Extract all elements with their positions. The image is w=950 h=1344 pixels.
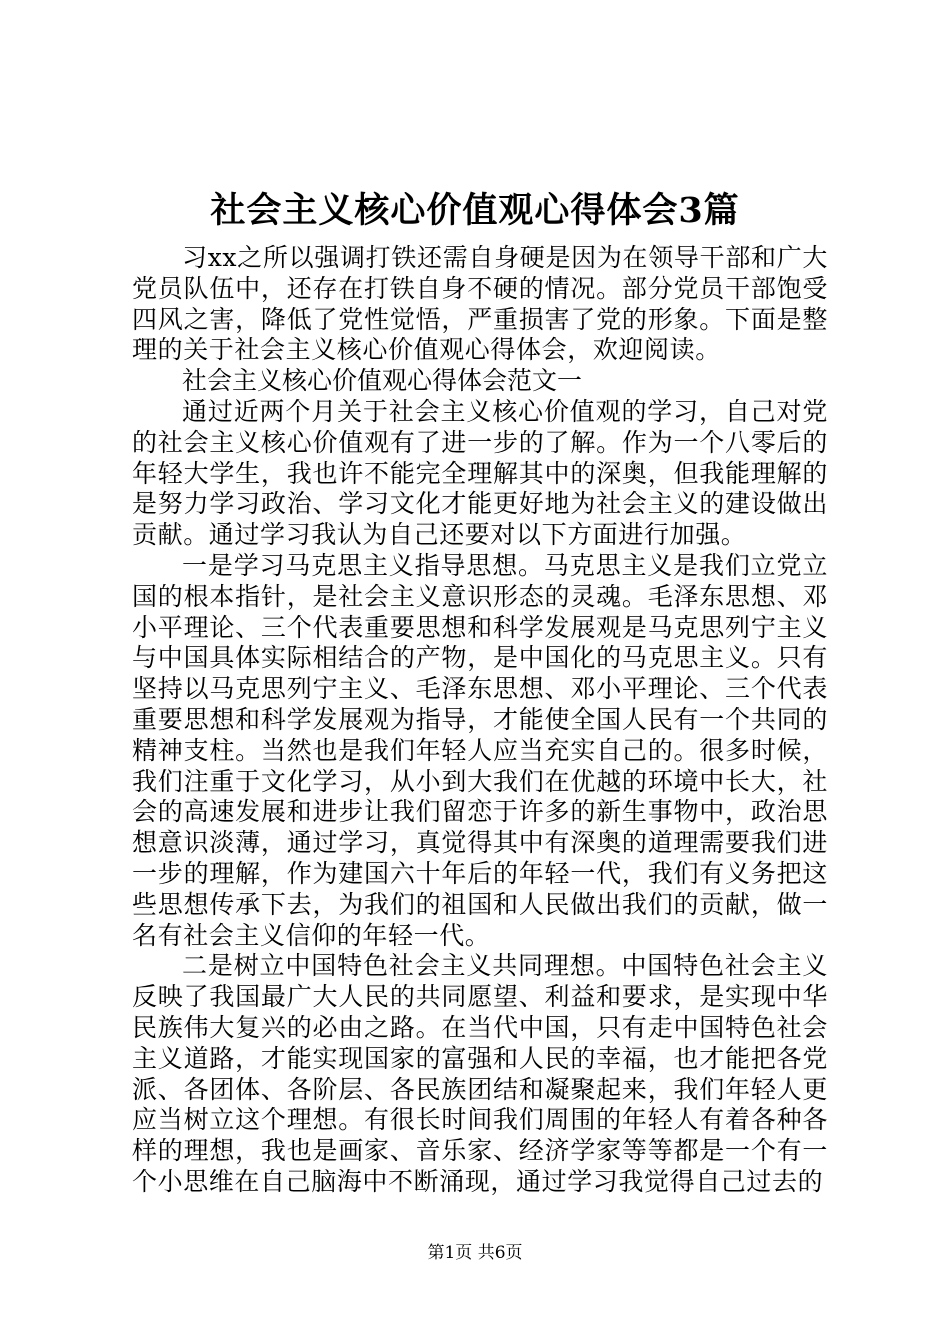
body-paragraph-3: 二是树立中国特色社会主义共同理想。中国特色社会主义反映了我国最广大人民的共同愿望、利益和要求，是实现中华民族伟大复兴的必由之路。在当代中国，只有走中国特色社会主义道路，才能实现国家的富强和人民的幸福，也才能把各党派、各团体、各阶层、各民族团结和凝聚起来，我们年轻人更应当树立这个理想。有很长时间我们周围的年轻人有着各种各样的理想，我也是画家、音乐家、经济学家等等都是一个有一个小思维在自己脑海中不断涌现，通过学习我觉得自己过去的 [132, 951, 828, 1196]
body-paragraph-2: 一是学习马克思主义指导思想。马克思主义是我们立党立国的根本指针，是社会主义意识形态的灵魂。毛泽东思想、邓小平理论、三个代表重要思想和科学发展观是马克思列宁主义与中国具体实际相结合的产物，是中国化的马克思主义。只有坚持以马克思列宁主义、毛泽东思想、邓小平理论、三个代表重要思想和科学发展观为指导，才能使全国人民有一个共同的精神支柱。当然也是我们年轻人应当充实自己的。很多时候，我们注重于文化学习，从小到大我们在优越的环境中长大，社会的高速发展和进步让我们留恋于许多的新生事物中，政治思想意识淡薄，通过学习，真觉得其中有深奥的道理需要我们进一步的理解，作为建国六十年后的年轻一代，我们有义务把这些思想传承下去，为我们的祖国和人民做出我们的贡献，做一名有社会主义信仰的年轻一代。 [132, 550, 828, 950]
section-heading: 社会主义核心价值观心得体会范文一 [182, 366, 583, 396]
page-footer: 第1页 共6页 [427, 1243, 523, 1263]
document-title: 社会主义核心价值观心得体会3篇 [210, 190, 740, 231]
body-paragraph-1: 通过近两个月关于社会主义核心价值观的学习，自己对党的社会主义核心价值观有了进一步的了解。作为一个八零后的年轻大学生，我也许不能完全理解其中的深奥，但我能理解的是努力学习政治、学习文化才能更好地为社会主义的建设做出贡献。通过学习我认为自己还要对以下方面进行加强。 [132, 396, 828, 550]
intro-paragraph: 习xx之所以强调打铁还需自身硬是因为在领导干部和广大党员队伍中，还存在打铁自身不硬的情况。部分党员干部饱受四风之害，降低了党性觉悟，严重损害了党的形象。下面是整理的关于社会主义核心价值观心得体会，欢迎阅读。 [132, 243, 828, 365]
document-body [132, 243, 828, 1198]
